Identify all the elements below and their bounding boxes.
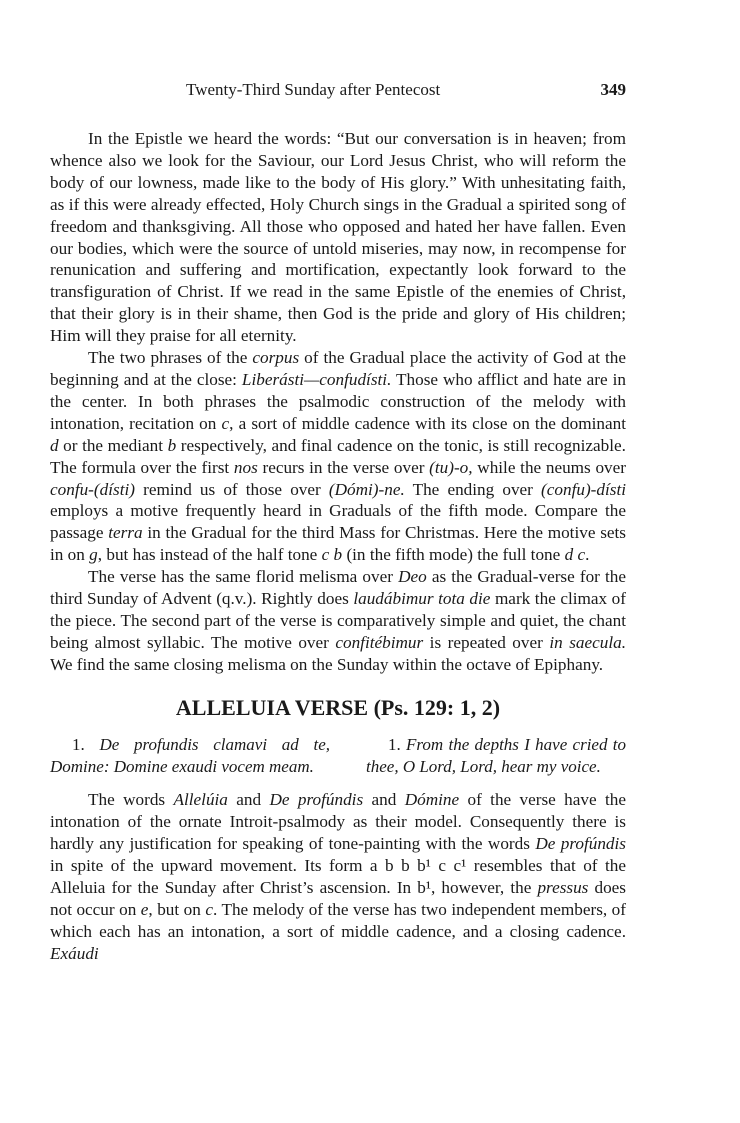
- text-run: The verse has the same florid melisma over: [88, 567, 399, 587]
- running-head: [50, 80, 626, 104]
- text-run: recurs in the verse over: [257, 457, 430, 477]
- english-verse-text: From the depths I have cried to thee, O Lord, Lord, hear my voice.: [366, 734, 626, 776]
- latin-verse-number: 1.: [72, 734, 85, 754]
- italic-run: c: [205, 900, 213, 919]
- italic-run: De profúndis: [269, 790, 364, 810]
- text-run: Those who afflict and hate are in the center. In both phrases the psalmodic construction of the melody with intonation, recitation on: [50, 369, 626, 433]
- text-run: as the Gradual-verse for the third Sunday of Advent (q.v.). Rightly does: [50, 567, 627, 609]
- italic-run: laudábimur tota die: [353, 589, 491, 609]
- book-page: [50, 80, 626, 965]
- italic-run: c: [221, 413, 230, 433]
- italic-run: Deo: [398, 567, 427, 587]
- text-run: The words: [88, 790, 174, 810]
- italic-run: corpus: [252, 348, 300, 368]
- paragraph-epistle: In the Epistle we heard the words: “But our conversation is in heaven; from whence also we look for the Saviour, our Lord Jesus Christ, who will reform the body of our lowness, made like to the body of His glory.” With unhesitating faith, as if this were already effected, Holy Church sings in the Gradual a spirited song of freedom and thanksgiving. All those who opposed and hated her have fallen. Even our bodies, which were the source of untold miseries, may now, in recompense for renunication and suffering and mortification, expectantly look forward to the transfiguration of Christ. If we read in the same Epistle of the enemies of Christ, that their glory is in their shame, then God is the pride and glory of His children; Him will they praise for all eternity.: [50, 129, 626, 346]
- italic-run: Exáudi: [50, 943, 99, 963]
- italic-run: Liberásti—confudísti.: [241, 369, 392, 389]
- text-run: does not occur on: [50, 878, 626, 919]
- text-run: is repeated over: [423, 632, 550, 652]
- text-run: while the neums over: [472, 457, 626, 477]
- page-number: 349: [600, 80, 626, 99]
- italic-run: De profúndis: [535, 834, 626, 854]
- text-run: or the mediant: [58, 435, 168, 455]
- text-run: in spite of the upward movement. Its form a b b b¹ c c¹ resembles that of the Alleluia for the Sunday after Christ’s ascension. In b¹, however, the: [50, 856, 626, 898]
- italic-run: (tu)-o,: [429, 457, 473, 477]
- text-run: of the verse have the intonation of the ornate Introit-psalmody as their model. Consequently there is hardly any justification for speaking of tone-painting with the words: [50, 790, 626, 854]
- running-title: Twenty-Third Sunday after Pentecost: [186, 80, 441, 99]
- paragraph-alleluia: [50, 789, 626, 964]
- italic-run: confitébimur: [335, 632, 424, 652]
- latin-verse: [50, 734, 330, 778]
- italic-run: b: [167, 435, 177, 455]
- text-run: and: [363, 790, 405, 810]
- text-run: and: [227, 790, 270, 810]
- text-run: . The melody of the verse has two independent members, of which each has an intonation, a sort of middle cadence, and a closing cadence.: [50, 900, 626, 941]
- body-text-lower: [50, 789, 626, 964]
- italic-run: e: [140, 900, 149, 919]
- text-run: .: [585, 545, 590, 565]
- section-title: ALLELUIA VERSE (Ps. 129: 1, 2): [175, 694, 501, 720]
- body-text-upper: [50, 128, 626, 676]
- italic-run: confu-(dísti): [50, 479, 135, 499]
- italic-run: in saecula.: [549, 632, 626, 652]
- italic-run: Allelúia: [173, 790, 228, 810]
- italic-run: g: [89, 545, 98, 565]
- text-run: in the Gradual for the third Mass for Christmas. Here the motive sets in on: [50, 523, 626, 565]
- italic-run: c b: [321, 545, 343, 565]
- latin-verse-text: De profundis clamavi ad te, Domine: Domine exaudi vocem meam.: [50, 734, 331, 776]
- text-run: remind us of those over: [134, 479, 329, 499]
- text-run: The ending over: [404, 479, 542, 499]
- italic-run: terra: [108, 523, 143, 543]
- paragraph-verse: [50, 566, 626, 676]
- text-run: of the Gradual place the activity of God at the beginning and at the close:: [50, 348, 626, 389]
- english-verse: [366, 734, 626, 778]
- italic-run: nos: [233, 457, 258, 477]
- text-run: , but has instead of the half tone: [97, 545, 322, 565]
- text-run: mark the climax of the piece. The second part of the verse is comparatively simple and quiet, the chant being almost syllabic. The motive over: [50, 589, 626, 652]
- text-run: We find the same closing melisma on the Sunday within the octave of Epiphany.: [50, 654, 604, 674]
- english-verse-number: 1.: [388, 734, 401, 754]
- italic-run: pressus: [537, 878, 589, 898]
- italic-run: (Dómi)-ne.: [328, 479, 405, 499]
- text-run: The two phrases of the: [88, 348, 253, 368]
- text-run: employs a motive frequently heard in Graduals of the fifth mode. Compare the passage: [50, 501, 626, 543]
- text-run: respectively, and final cadence on the tonic, is still recognizable. The formula over the first: [50, 435, 626, 477]
- italic-run: Dómine: [404, 790, 460, 810]
- text-run: (in the fifth mode) the full tone: [342, 545, 565, 565]
- italic-run: d: [50, 435, 59, 455]
- text-run: , but on: [148, 900, 206, 919]
- italic-run: d c: [564, 545, 586, 565]
- italic-run: (confu)-dísti: [541, 479, 626, 499]
- text-run: , a sort of middle cadence with its close on the dominant: [229, 413, 626, 433]
- verse-table: [50, 734, 626, 778]
- paragraph-corpus: [50, 347, 626, 566]
